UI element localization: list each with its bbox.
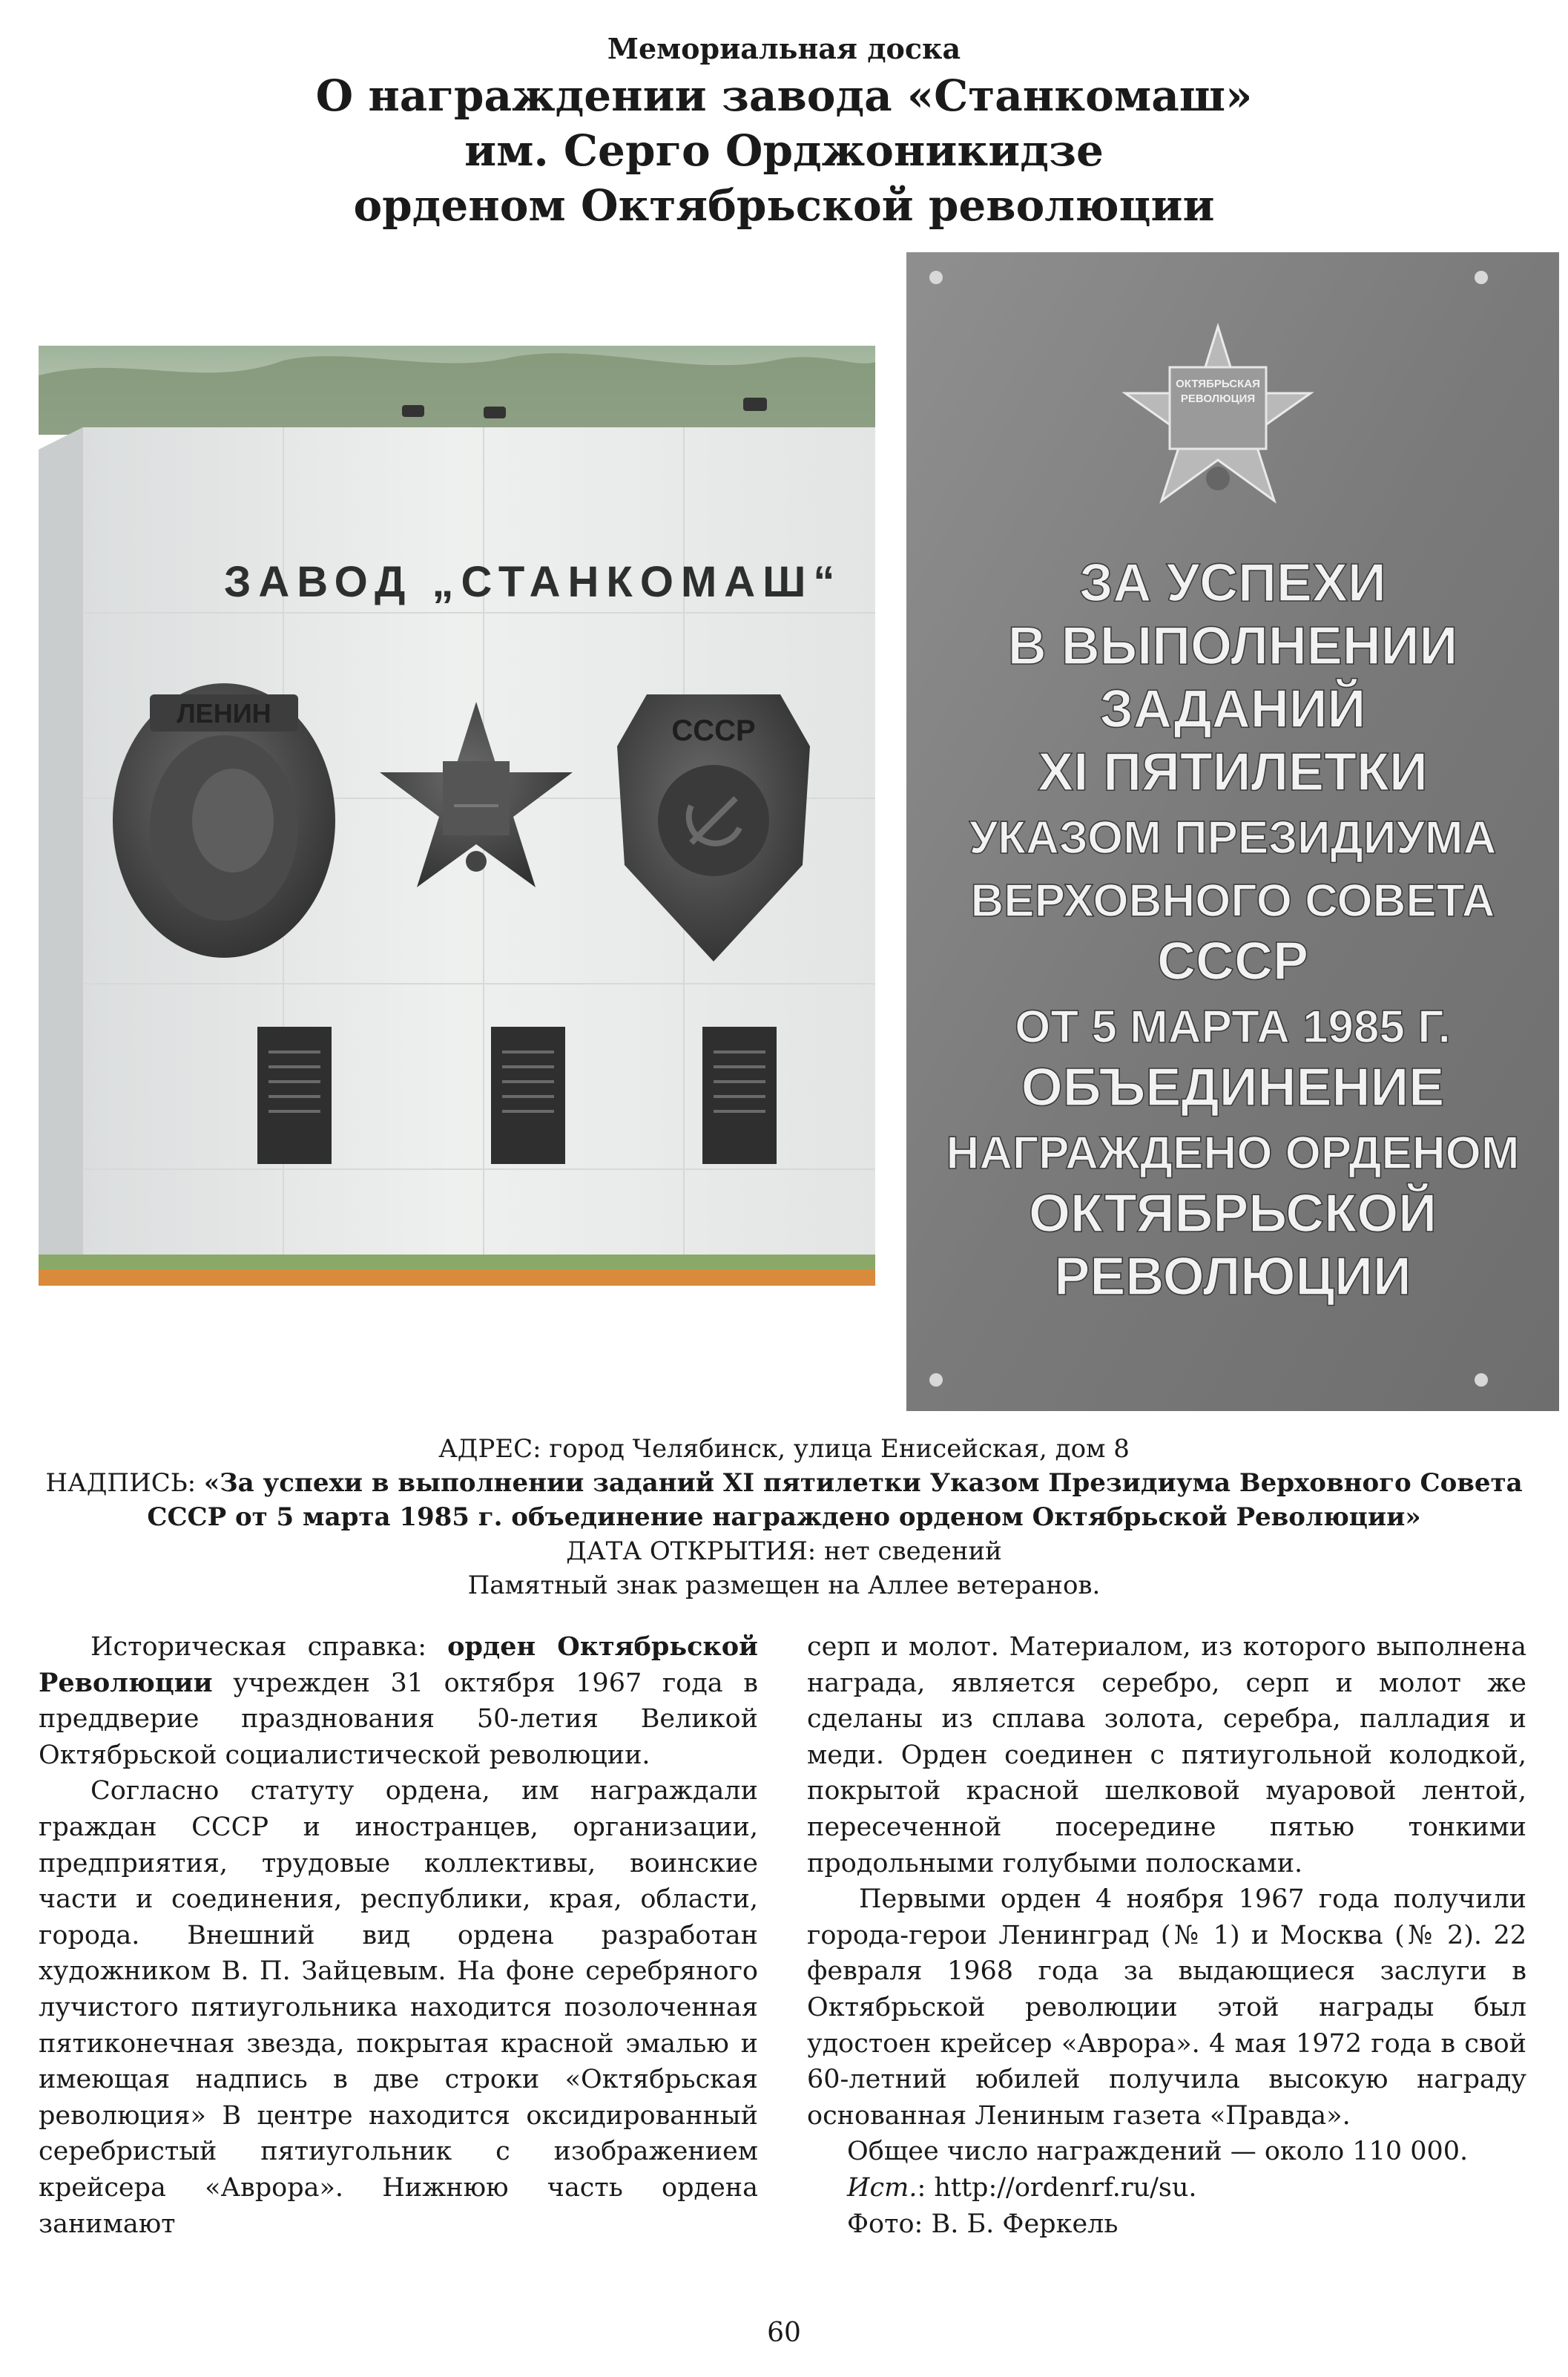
plaque-line: ОБЪЕДИНЕНИЕ [1021,1058,1445,1117]
page-number: 60 [767,2318,801,2348]
source-line [807,2170,1526,2206]
inscription-line [45,1466,1523,1534]
inscription-label: НАДПИСЬ: [45,1468,204,1498]
text-column-right [807,1629,1526,2242]
title-line: О награждении завода «Станкомаш» [315,70,1253,121]
plaque-line: В ВЫПОЛНЕНИИ [1007,617,1458,676]
hammer-sickle-icon [1206,467,1230,490]
plaque-line: ВЕРХОВНОГО СОВЕТА [970,875,1495,927]
plaque-line: ОКТЯБРЬСКОЙ [1029,1184,1437,1243]
plaque-line: УКАЗОМ ПРЕЗИДИУМА [969,812,1497,864]
page-kicker: Мемориальная доска [607,32,961,65]
paragraph-bold: орден Октябрьской Революции [39,1631,758,1698]
opening-date-line: ДАТА ОТКРЫТИЯ: нет сведений [566,1536,1002,1566]
total-awards: Общее число награждений — около 110 000. [847,2137,1469,2167]
plaque-line: ЗАДАНИЙ [1099,680,1366,739]
lenin-medal [113,683,335,958]
wall-sign-text: ЗАВОД „СТАНКОМАШ“ [224,558,843,606]
address-line: АДРЕС: город Челябинск, улица Енисейская, дом 8 [438,1434,1130,1464]
paragraph: Первыми орден 4 ноября 1967 года получили города-герои Ленинград (№ 1) и Москва (№ 2). 22 февраля 1968 года за выдающиеся заслуги в Октябрьской революции этой награды был удостоен крейсер «Аврора». 4 мая 1972 года в свой 60-летний юбилей получила высокую награду основанная Лениным газета «Правда». [807,1884,1526,2131]
paragraph-prefix: Историческая справка: [90,1632,448,1662]
lenin-medal-text: ЛЕНИН [177,698,271,729]
source-url: : http://ordenrf.ru/su. [917,2172,1197,2203]
source-label: Ист. [847,2172,918,2203]
paragraph: серп и молот. Материалом, из которого выполнена награда, является серебро, серп и молот же сделаны из сплава золота, серебра, палладия и меди. Орден соединен с пятиугольной колодкой, покрытой красной шелковой муаровой лентой, пересеченной посередине пятью тонкими продольными голубыми полосками. [807,1632,1526,1878]
plaque-line: XI ПЯТИЛЕТКИ [1038,743,1428,802]
plaque-line: ЗА УСПЕХИ [1079,553,1386,613]
paragraph [39,1629,758,1773]
paragraph: Согласно статуту ордена, им награждали граждан СССР и иностранцев, организации, предприятия, трудовые коллективы, воинские части и соединения, республики, края, области, города. Внешний вид ордена разработан художником В. П. Зайцевым. На фоне серебряного лучистого пятиугольника находится позолоченная пятиконечная звезда, покрытая красной эмалью и имеющая надпись в две строки «Октябрьская революция» В центре находится оксидированный серебристый пятиугольник с изображением крейсера «Аврора». Нижнюю часть ордена занимают [39,1776,758,2239]
title-line: им. Серго Орджоникидзе [464,125,1104,176]
plaque-line: РЕВОЛЮЦИИ [1054,1247,1411,1306]
photo-plaque [906,252,1559,1411]
badge-top-text: ОКТЯБРЬСКАЯ [1176,378,1260,390]
photo-caption [45,1432,1523,1602]
plaque-line: НАГРАЖДЕНО ОРДЕНОМ [946,1128,1520,1179]
placement-line: Памятный знак размещен на Аллее ветеранов. [467,1571,1101,1600]
page-title [0,68,1568,233]
badge-bottom-text: РЕВОЛЮЦИЯ [1180,392,1256,405]
text-column-left [39,1629,758,2242]
memorial-wall-illustration [39,346,875,1356]
title-line: орденом Октябрьской революции [353,180,1215,231]
plaque-line: СССР [1156,932,1309,991]
plaque-line: ОТ 5 МАРТА 1985 Г. [1015,1002,1451,1053]
photo-memorial-wall [39,346,875,1356]
ussr-medal-text: СССР [671,714,756,747]
paragraph-rest: учрежден 31 октября 1967 года в преддверие празднования 50-летия Великой Октябрьской социалистической революции. [39,1668,758,1770]
plaque-illustration [906,252,1559,1411]
page-header [0,30,1568,233]
inscription-text: «За успехи в выполнении заданий XI пятилетки Указом Президиума Верховного Совета СССР от 5 марта 1985 г. объединение награждено орденом Октябрьской Революции» [147,1468,1523,1532]
photo-credit: Фото: В. Б. Феркель [847,2209,1119,2239]
